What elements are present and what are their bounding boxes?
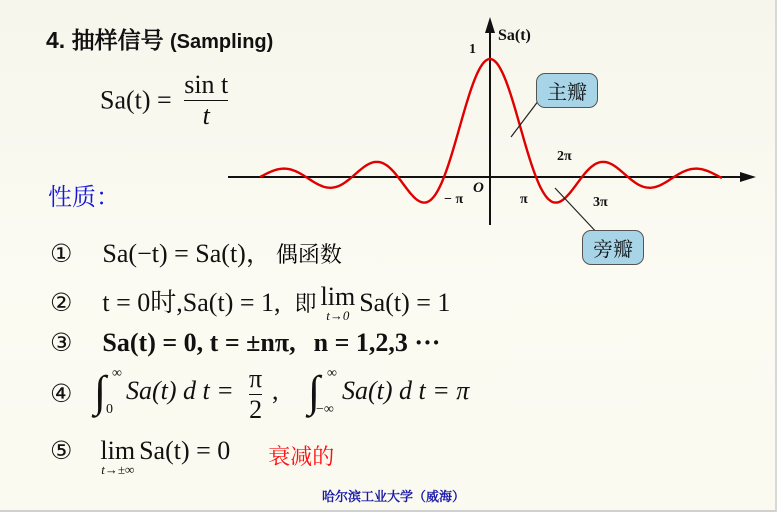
property-5 [50, 436, 334, 478]
integral-lower-limit: −∞ [316, 402, 334, 417]
y-axis-label: Sa(t) [498, 27, 531, 44]
footer-institution: 哈尔滨工业大学（威海） [322, 490, 466, 505]
limit-subscript: t→0 [326, 308, 350, 323]
property-note: 偶函数 [275, 243, 342, 268]
x-axis-arrow [740, 172, 756, 182]
definition-lhs: Sa(t) = [100, 85, 172, 115]
y-axis-arrow [485, 17, 495, 33]
title-english: (Sampling) [169, 31, 274, 53]
integral-upper-limit: ∞ [112, 366, 122, 381]
property-3 [50, 328, 440, 358]
two-pi-label: 2π [557, 149, 572, 164]
integral-upper-limit: ∞ [327, 366, 337, 381]
definition-numerator: sin t [184, 70, 229, 99]
integral-body: Sa(t) d t = [126, 376, 234, 405]
integral-sign: ∫ [94, 367, 107, 416]
property-formula-b: n = 1,2,3 ··· [313, 328, 441, 357]
property-formula: Sa(t) = 0, t = ±nπ, [102, 328, 296, 357]
integral-body: Sa(t) d t = π [342, 376, 470, 405]
property-marker: ② [50, 288, 73, 317]
fraction-numerator: π [249, 364, 263, 393]
three-pi-label: 3π [593, 195, 608, 210]
property-formula-b: Sa(t) = 1 [359, 288, 451, 317]
limit-text: lim [100, 436, 136, 465]
limit-operator [100, 436, 135, 478]
property-marker: ① [50, 239, 73, 268]
property-marker: ④ [50, 379, 73, 408]
peak-value-label: 1 [469, 42, 476, 57]
neg-pi-label: − π [444, 192, 464, 207]
separator: , [272, 376, 279, 405]
decay-note: 衰减的 [268, 445, 335, 470]
property-prefix: 即 [294, 292, 317, 317]
main-lobe-callout: 主瓣 [536, 73, 598, 108]
property-formula: t = 0时,Sa(t) = 1, [102, 288, 281, 317]
property-formula: Sa(t) = 0 [139, 436, 231, 465]
fraction-denominator: 2 [249, 395, 263, 424]
side-lobe-callout: 旁瓣 [582, 230, 644, 265]
limit-subscript: t→±∞ [101, 462, 135, 477]
integral-fraction [249, 364, 262, 425]
properties-label: 性质： [48, 183, 120, 211]
property-marker: ③ [50, 328, 73, 357]
definition-denominator: t [184, 100, 228, 131]
integral-lower-limit: 0 [106, 402, 113, 417]
title-chinese: 抽样信号 [71, 27, 164, 53]
limit-text: lim [320, 282, 356, 311]
integral-sign: ∫ [308, 367, 321, 416]
title-number: 4. [46, 27, 66, 53]
property-marker: ⑤ [50, 436, 73, 465]
origin-label: O [473, 180, 484, 196]
property-formula: Sa(−t) = Sa(t)， [102, 239, 272, 268]
pi-label: π [520, 192, 528, 207]
